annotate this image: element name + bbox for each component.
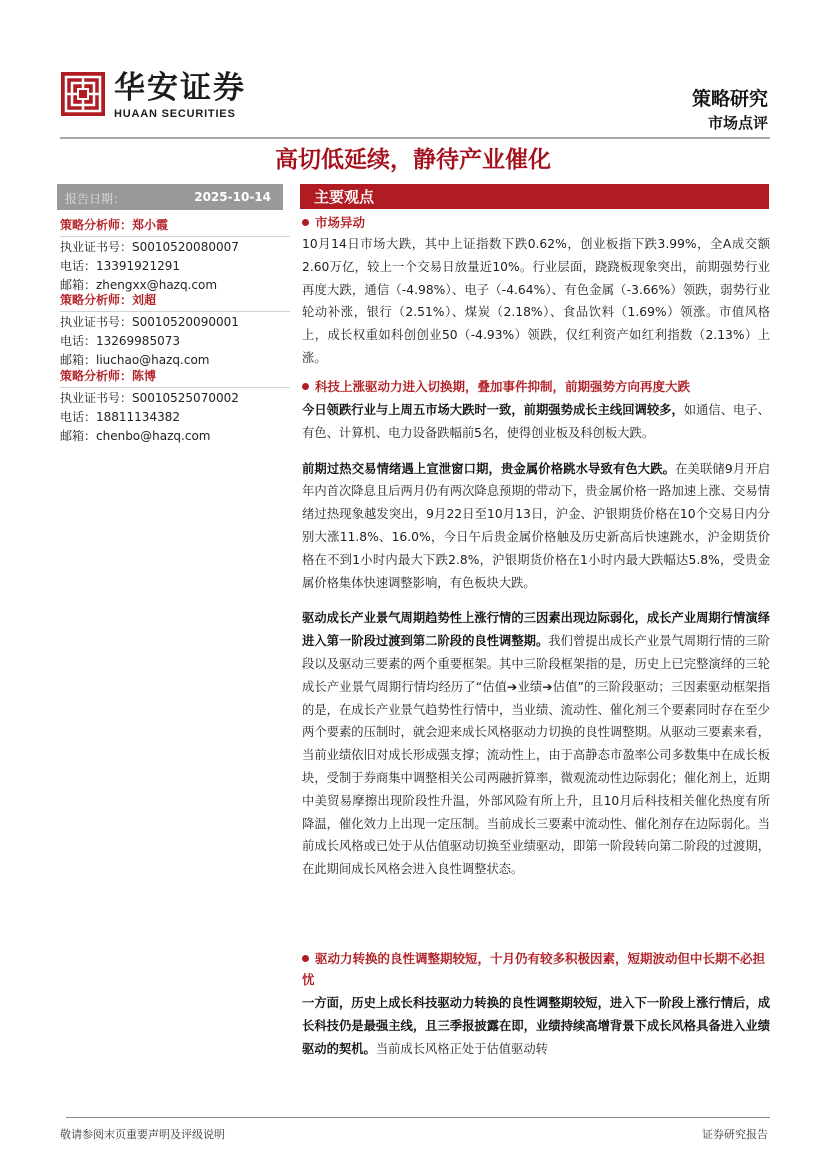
main-points-header: [300, 184, 769, 209]
paragraph: 10月14日市场大跌，其中上证指数下跌0.62%，创业板指下跌3.99%，全A成交额2.60万亿，较上一个交易日放量近10%。行业层面，跷跷板现象突出，前期强势行业再度大跌，通信（-4.98%）、电子（-4.64%）、有色金属（-3.66%）领跌，弱势行业轮动补涨，银行（2.51%）、煤炭（2.18%）、食品饮料（1.69%）领涨。市值风格上，成长权重如科创创业50（-4.93%）领跌，仅红利资产如红利指数（2.13%）上涨。: [302, 237, 770, 365]
bullet-icon: [302, 955, 309, 962]
analyst-card: [60, 367, 290, 446]
analyst-phone: 电话：13269985073: [60, 334, 180, 348]
analyst-name: 策略分析师：刘超: [60, 293, 157, 307]
analyst-email[interactable]: 邮箱：zhengxx@hazq.com: [60, 278, 218, 292]
footer-divider: [66, 1117, 770, 1118]
paragraph: 前期过热交易情绪遇上宣泄窗口期，贵金属价格跳水导致有色大跌。在美联储9月开启年内首次降息且后两月仍有两次降息预期的带动下，贵金属价格一路加速上涨、交易情绪过热现象越发突出，9月22日至10月13日，沪金、沪银期货价格在10个交易日内分别大涨11.8%、16.0%，今日午后贵金属价格触及历史新高后快速跳水，沪金期货价格在不到1小时内最大下跌2.8%，沪银期货价格在1小时内最大跌幅达5.8%，受贵金属价格集体快速调整影响，有色板块大跌。: [302, 461, 770, 590]
section-title: 科技上涨驱动力进入切换期，叠加事件抑制，前期强势方向再度大跌: [302, 376, 770, 397]
section-tech: [302, 376, 770, 881]
report-date-value: 2025-10-14: [194, 190, 271, 204]
analyst-card: [60, 291, 290, 370]
analyst-license: 执业证书号：S0010525070002: [60, 391, 239, 405]
brand-name-en: HUAAN SECURITIES: [114, 108, 236, 120]
report-date-label: 报告日期：: [65, 192, 126, 206]
analyst-email[interactable]: 邮箱：liuchao@hazq.com: [60, 353, 210, 367]
bullet-icon: [302, 219, 309, 226]
report-subtype: 市场点评: [707, 114, 768, 132]
footer-disclaimer: 敬请参阅末页重要声明及评级说明: [60, 1128, 225, 1141]
main-points-title: 主要观点: [314, 188, 375, 206]
header-divider: [60, 137, 770, 139]
report-title: 高切低延续，静待产业催化: [275, 146, 551, 173]
analyst-card: [60, 216, 290, 295]
report-date-bar: [57, 184, 283, 210]
paragraph: 一方面，历史上成长科技驱动力转换的良性调整期较短，进入下一阶段上涨行情后，成长科技仍是最强主线，且三季报披露在即，业绩持续高增背景下成长风格具备进入业绩驱动的契机。当前成长风格正处于估值驱动转: [302, 996, 770, 1056]
analyst-phone: 电话：13391921291: [60, 259, 180, 273]
analyst-name: 策略分析师：陈博: [60, 369, 157, 383]
huaan-logo-icon: [60, 71, 106, 117]
section-market: [302, 212, 770, 370]
analyst-email[interactable]: 邮箱：chenbo@hazq.com: [60, 429, 211, 443]
analyst-divider: [60, 387, 290, 388]
section-outlook: [302, 948, 770, 1060]
analyst-divider: [60, 236, 290, 237]
bullet-icon: [302, 383, 309, 390]
analyst-license: 执业证书号：S0010520090001: [60, 315, 239, 329]
analyst-phone: 电话：18811134382: [60, 410, 180, 424]
section-title: 市场异动: [302, 212, 770, 233]
paragraph: 驱动成长产业景气周期趋势性上涨行情的三因素出现边际弱化，成长产业周期行情演绎进入第一阶段过渡到第二阶段的良性调整期。我们曾提出成长产业景气周期行情的三阶段以及驱动三要素的两个重要框架。其中三阶段框架指的是，历史上已完整演绎的三轮成长产业景气周期行情均经历了“估值➔业绩➔估值”的三阶段驱动；三因素驱动框架指的是，在成长产业景气趋势性行情中，当业绩、流动性、催化剂三个要素同时存在至少两个要素的压制时，就会迎来成长风格驱动力切换的良性调整期。从驱动三要素来看，当前业绩依旧对成长形成强支撑；流动性上，由于高静态市盈率公司多数集中在成长板块，受制于券商集中调整相关公司两融折算率，微观流动性边际弱化；催化剂上，近期中美贸易摩擦出现阶段性升温，外部风险有所上升，且10月后科技相关催化热度有所降温，催化效力上出现一定压制。当前成长三要素中流动性、催化剂存在边际弱化。当前成长风格或已处于从估值驱动切换至业绩驱动，即第一阶段转向第二阶段的过渡期，在此期间成长风格会进入良性调整状态。: [302, 611, 770, 877]
report-type: 策略研究: [691, 88, 768, 110]
analyst-name: 策略分析师：郑小霞: [60, 218, 169, 232]
analyst-divider: [60, 311, 290, 312]
paragraph: 今日领跌行业与上周五市场大跌时一致，前期强势成长主线回调较多，如通信、电子、有色、计算机、电力设备跌幅前5名，使得创业板及科创板大跌。: [302, 403, 770, 440]
footer-report-label: 证券研究报告: [702, 1128, 768, 1141]
section-title: 驱动力转换的良性调整期较短，十月仍有较多积极因素，短期波动但中长期不必担忧: [302, 951, 766, 987]
analyst-license: 执业证书号：S0010520080007: [60, 240, 239, 254]
brand-name-cn: 华安证券: [114, 70, 246, 106]
